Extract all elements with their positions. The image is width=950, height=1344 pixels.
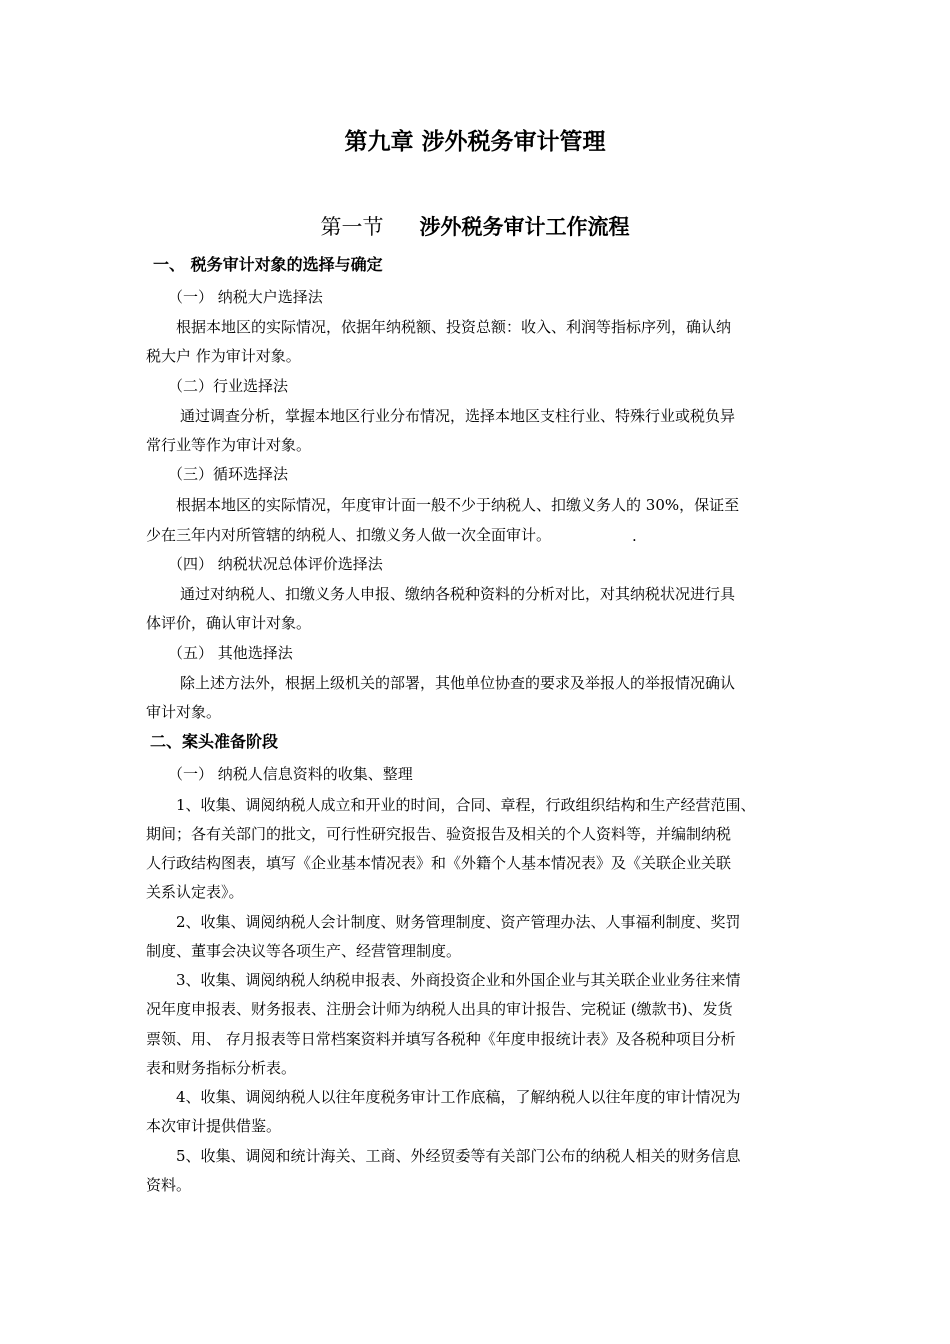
chapter-title: 第九章 涉外税务审计管理	[344, 129, 606, 155]
subheading: （二）行业选择法	[168, 377, 289, 395]
paragraph-line: 资料。	[146, 1176, 192, 1194]
paragraph-line: 制度、董事会决议等各项生产、经营管理制度。	[146, 942, 462, 960]
paragraph-line: 根据本地区的实际情况，年度审计面一般不少于纳税人、扣缴义务人的 30%，保证至	[176, 496, 740, 514]
paragraph-line: 通过对纳税人、扣缴义务人申报、缴纳各税种资料的分析对比，对其纳税状况进行具	[180, 585, 736, 603]
paragraph-line: 通过调查分析，掌握本地区行业分布情况，选择本地区支柱行业、特殊行业或税负异	[180, 407, 736, 425]
heading-2: 二、案头准备阶段	[150, 732, 279, 751]
paragraph-line: 2、收集、调阅纳税人会计制度、财务管理制度、资产管理办法、人事福利制度、奖罚	[176, 913, 741, 931]
heading-1: 一、 税务审计对象的选择与确定	[153, 255, 383, 274]
paragraph-line: 3、收集、调阅纳税人纳税申报表、外商投资企业和外国企业与其关联企业业务往来情	[176, 971, 741, 989]
paragraph-line: 税大户 作为审计对象。	[146, 347, 301, 365]
subheading: （三）循环选择法	[168, 465, 289, 483]
paragraph-line: 期间；各有关部门的批文，可行性研究报告、验资报告及相关的个人资料等，并编制纳税	[146, 825, 732, 843]
subheading: （五） 其他选择法	[168, 644, 293, 662]
section-name: 涉外税务审计工作流程	[419, 215, 630, 239]
paragraph-line: 体评价，确认审计对象。	[146, 614, 312, 632]
subheading: （一） 纳税大户选择法	[168, 288, 323, 306]
paragraph-line: 况年度申报表、财务报表、注册会计师为纳税人出具的审计报告、完税证 (缴款书)、发货	[146, 1000, 733, 1018]
paragraph-line: 人行政结构图表，填写《企业基本情况表》和《外籍个人基本情况表》及《关联企业关联	[146, 854, 732, 872]
paragraph-line: 关系认定表》。	[146, 883, 244, 901]
paragraph-line: 表和财务指标分析表。	[146, 1059, 297, 1077]
paragraph-line: 根据本地区的实际情况，依据年纳税额、投资总额：收入、利润等指标序列，确认纳	[176, 318, 732, 336]
section-number: 第一节	[320, 215, 384, 239]
paragraph-line: 4、收集、调阅纳税人以往年度税务审计工作底稿，了解纳税人以往年度的审计情况为	[176, 1088, 741, 1106]
paragraph-line: 1、收集、调阅纳税人成立和开业的时间，合同、章程，行政组织结构和生产经营范围、	[176, 796, 756, 814]
section-title	[0, 213, 950, 241]
subheading: （一） 纳税人信息资料的收集、整理	[168, 765, 413, 783]
paragraph-line: 少在三年内对所管辖的纳税人、扣缴义务人做一次全面审计。	[146, 526, 552, 544]
paragraph-line: 本次审计提供借鉴。	[146, 1117, 282, 1135]
paragraph-line: 常行业等作为审计对象。	[146, 436, 312, 454]
paragraph-line: 除上述方法外，根据上级机关的部署，其他单位协查的要求及举报人的举报情况确认	[180, 674, 736, 692]
paragraph-line: 审计对象。	[146, 703, 222, 721]
subheading: （四） 纳税状况总体评价选择法	[168, 555, 383, 573]
paragraph-line: 5、收集、调阅和统计海关、工商、外经贸委等有关部门公布的纳税人相关的财务信息	[176, 1147, 741, 1165]
paragraph-line: 票领、用、 存月报表等日常档案资料并填写各税种《年度申报统计表》及各税种项目分析	[146, 1030, 736, 1048]
stray-mark: .	[632, 527, 637, 545]
